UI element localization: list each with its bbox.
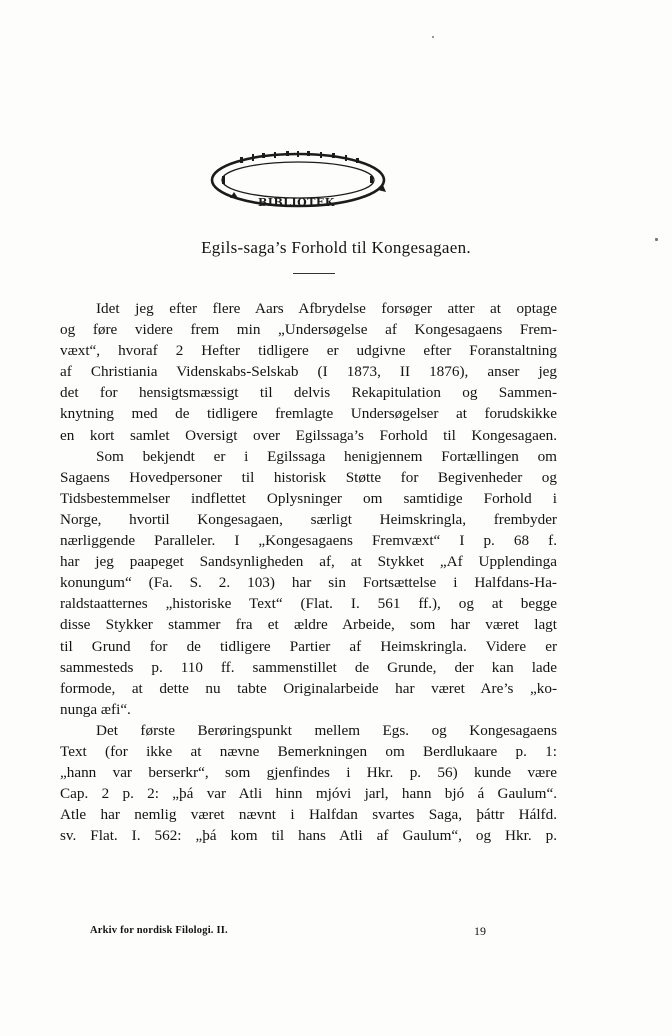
title-divider	[293, 273, 335, 274]
text-line: har jeg paapeget Sandsynligheden af, at Stykket „Af Upplendinga	[60, 553, 557, 571]
chapter-title: Egils-saga’s Forhold til Kongesagaen.	[201, 238, 471, 257]
text-line: væxt“, hvoraf 2 Hefter tidligere er udgivne efter Foranstaltning	[60, 342, 557, 360]
paragraph	[60, 298, 557, 446]
text-line: „hann var berserkr“, som gjenfindes i Hkr. p. 56) kunde være	[60, 764, 557, 782]
text-line: raldstaatternes „historiske Text“ (Flat. I. 561 ff.), og at begge	[60, 595, 557, 613]
text-line: Det første Berøringspunkt mellem Egs. og Kongesagaens	[96, 721, 557, 739]
library-stamp-icon	[200, 140, 400, 220]
text-line: og føre videre frem min „Undersøgelse af Kongesagaens Frem-	[60, 321, 557, 339]
text-line: Sagaens Hovedpersoner til historisk Støtte for Begivenheder og	[60, 468, 557, 486]
text-line: en kort samlet Oversigt over Egilssaga’s Forhold til Kongesagaen.	[60, 426, 557, 444]
text-line: det for hensigtsmæssigt til delvis Rekapitulation og Sammen-	[60, 384, 557, 402]
text-line: Tidsbestemmelser indflettet Oplysninger om samtidige Forhold i	[60, 489, 557, 507]
text-line: nunga æfi“.	[60, 700, 131, 718]
paragraph	[60, 720, 557, 847]
text-line: Som bekjendt er i Egilssaga henigjennem Fortællingen om	[96, 447, 557, 465]
stamp-label: BIBLIOTEK	[258, 196, 335, 209]
text-line: nærliggende Paralleler. I „Kongesagaens Fremvæxt“ I p. 68 f.	[60, 532, 557, 550]
text-line: af Christiania Videnskabs-Selskab (I 1873, II 1876), anser jeg	[60, 363, 557, 381]
text-line: Cap. 2 p. 2: „þá var Atli hinn mjóvi jarl, hann bjó á Gaulum“.	[60, 785, 557, 803]
paper-speck	[432, 36, 434, 38]
text-line: sv. Flat. I. 562: „þá kom til hans Atli af Gaulum“, og Hkr. p.	[60, 827, 557, 845]
text-line: Norge, hvortil Kongesagaen, særligt Heimskringla, frembyder	[60, 510, 557, 528]
text-line: Text (for ikke at nævne Bemerkningen om Berdlukaare p. 1:	[60, 742, 557, 760]
page-number: 19	[474, 924, 486, 938]
text-line: Atle har nemlig været nævnt i Halfdan svartes Saga, þáttr Hálfd.	[60, 806, 557, 824]
text-line: sammesteds p. 110 ff. sammenstillet de Grunde, der kan lade	[60, 658, 557, 676]
paragraph	[60, 446, 557, 720]
text-line: Idet jeg efter flere Aars Afbrydelse forsøger atter at optage	[96, 300, 557, 317]
text-line: konungum“ (Fa. S. 2. 103) har sin Fortsættelse i Halfdans-Ha-	[60, 574, 557, 592]
text-line: formode, at dette nu tabte Originalarbeide har været Are’s „ko-	[60, 679, 557, 697]
text-line: knytning med de tidligere fremlagte Undersøgelser at forudskikke	[60, 405, 557, 423]
text-line: til Grund for de tidligere Partier af Heimskringla. Videre er	[60, 637, 557, 655]
library-stamp	[200, 140, 400, 220]
body-text	[60, 298, 557, 846]
text-line: disse Stykker stammer fra et ældre Arbeide, som har været lagt	[60, 616, 557, 634]
journal-signature: Arkiv for nordisk Filologi. II.	[90, 925, 228, 936]
